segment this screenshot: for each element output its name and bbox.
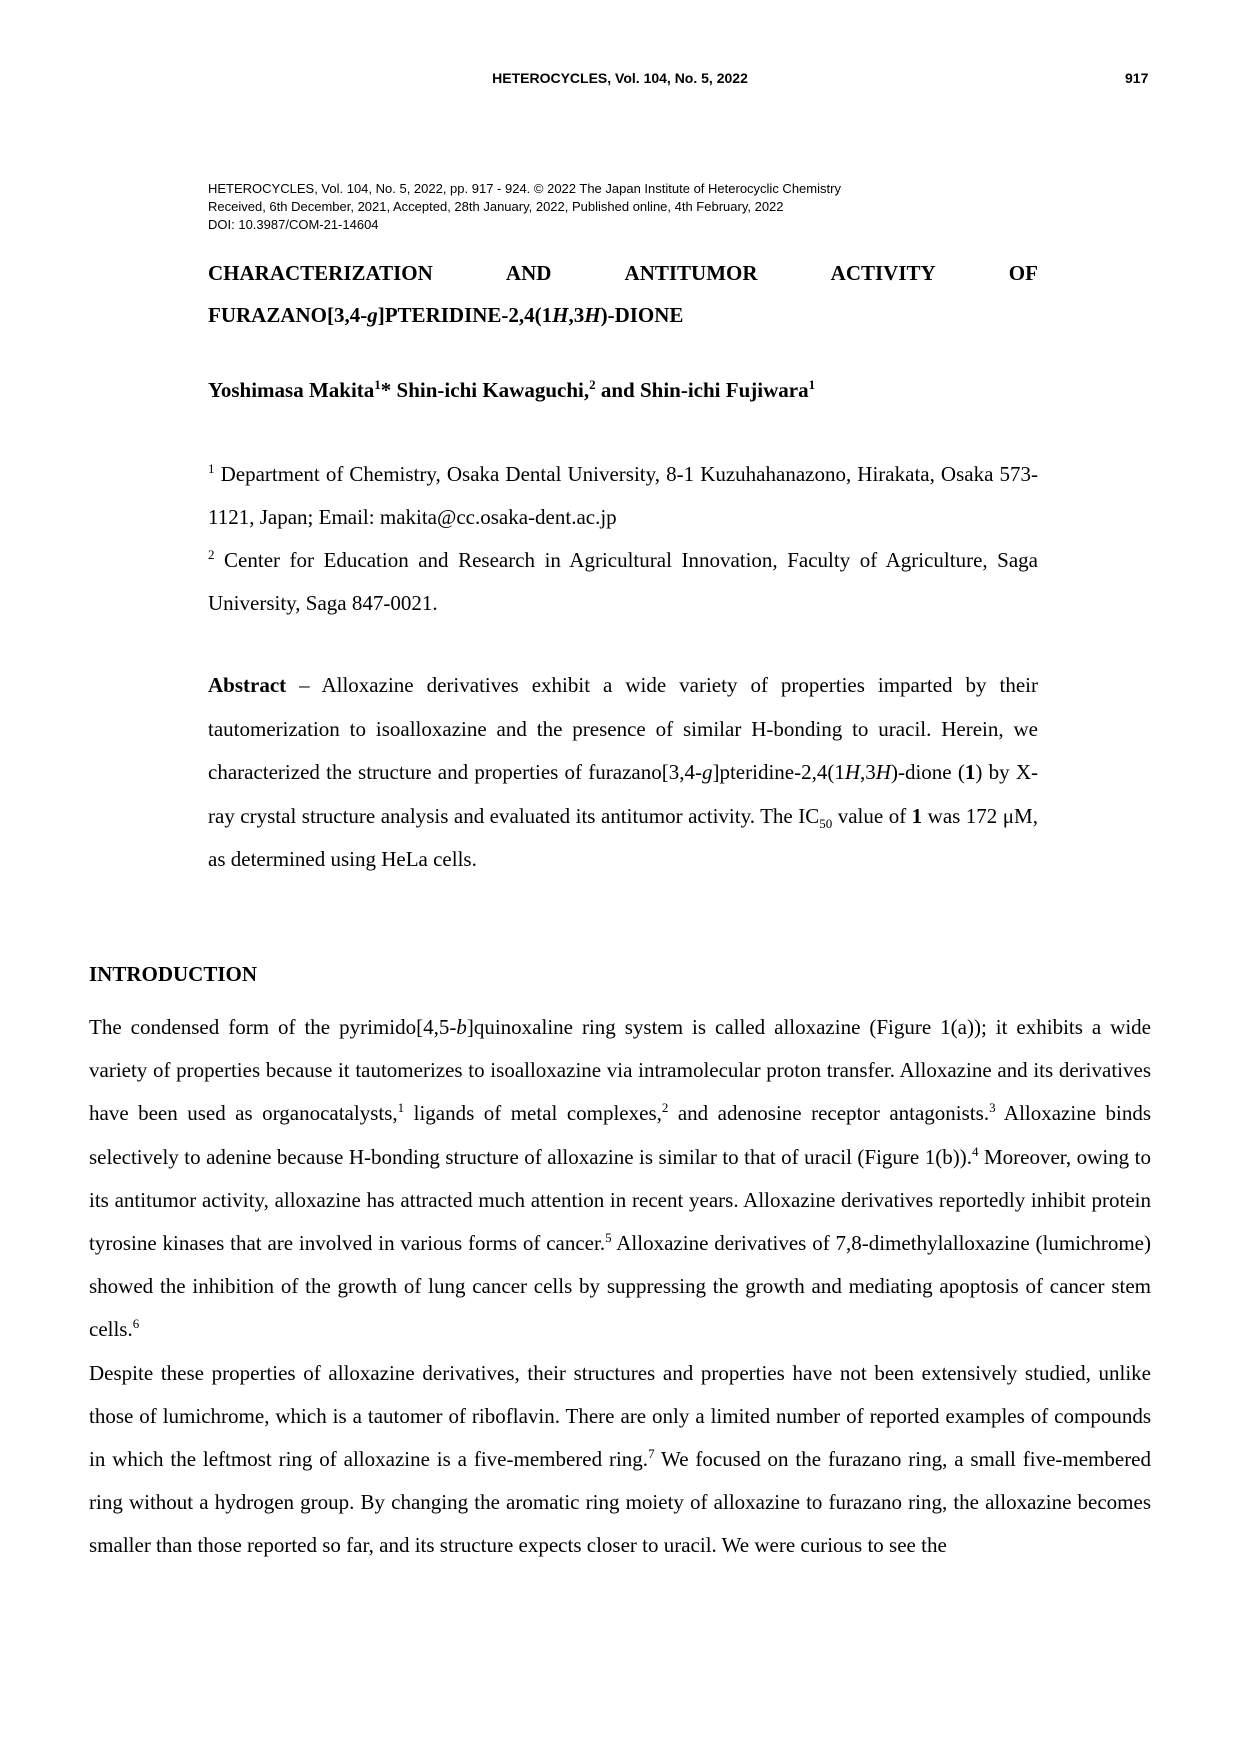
- affiliations: [208, 453, 1038, 625]
- author-name: and Shin-ichi Fujiwara: [595, 378, 809, 402]
- article-metadata: [208, 180, 841, 234]
- dates-line: Received, 6th December, 2021, Accepted, 28th January, 2022, Published online, 4th February, 2022: [208, 199, 784, 214]
- paragraph: Despite these properties of alloxazine derivatives, their structures and properties have not been extensively studied, unlike those of lumichrome, which is a tautomer of riboflavin. There are only a limited number of reported examples of compounds in which the leftmost ring of alloxazine is a five-membered ring.$^7$ We focused on the furazano ring, a small five-membered ring without a hydrogen group. By changing the aromatic ring moiety of alloxazine to furazano ring, the alloxazine becomes smaller than those reported so far, and its structure expects closer to uracil. We were curious to see the: [89, 1360, 1152, 1558]
- journal-running-title: HETEROCYCLES, Vol. 104, No. 5, 2022: [492, 70, 748, 86]
- affiliation-1: $^1$ Department of Chemistry, Osaka Dental University, 8-1 Kuzuhahanazono, Hirakata, Osaka 573-1121, Japan; Email: makita@cc.osaka-dent.ac.jp: [208, 461, 1038, 529]
- article-title: [208, 252, 1038, 336]
- author-name: Shin-ichi Kawaguchi,: [391, 378, 590, 402]
- author-name: Yoshimasa Makita: [208, 378, 375, 402]
- abstract: Abstract – Alloxazine derivatives exhibit a wide variety of properties imparted by their tautomerization to isoalloxazine and the presence of similar H-bonding to uracil. Herein, we characterized the structure and properties of furazano[3,4-g]pteridine-2,4(1H,3H)-dione (1) by X-ray crystal structure analysis and evaluated its antitumor activity. The $IC_{50}$ value of 1 was 172 μM, as determined using HeLa cells.: [208, 673, 1038, 871]
- title-word: ACTIVITY: [830, 261, 936, 285]
- author-list: Yoshimasa Makita$^1$* Shin-ichi Kawaguchi,$^2$ and Shin-ichi Fujiwara$^1$: [208, 377, 816, 402]
- page-number: 917: [1125, 70, 1149, 86]
- corresponding-author-mark: *: [380, 378, 392, 402]
- running-header: [0, 70, 1240, 90]
- paragraph: The condensed form of the pyrimido[4,5-b]quinoxaline ring system is called alloxazine (Figure 1(a)); it exhibits a wide variety of properties because it tautomerizes to isoalloxazine via intramolecular proton transfer. Alloxazine and its derivatives have been used as organocatalysts,$^1$ ligands of metal complexes,$^2$ and adenosine receptor antagonists.$^3$ Alloxazine binds selectively to adenine because H-bonding structure of alloxazine is similar to that of uracil (Figure 1(b)).$^4$ Moreover, owing to its antitumor activity, alloxazine has attracted much attention in recent years. Alloxazine derivatives reportedly inhibit protein tyrosine kinases that are involved in various forms of cancer.$^5$ Alloxazine derivatives of 7,8-dimethylalloxazine (lumichrome) showed the inhibition of the growth of lung cancer cells by suppressing the growth and mediating apoptosis of cancer stem cells.$^6$: [89, 1015, 1152, 1342]
- introduction-body: [89, 1006, 1151, 1568]
- title-word: AND: [505, 261, 552, 285]
- title-word: CHARACTERIZATION: [208, 261, 433, 285]
- citation-line: HETEROCYCLES, Vol. 104, No. 5, 2022, pp. 917 - 924. © 2022 The Japan Institute of Heterocyclic Chemistry: [208, 181, 841, 196]
- title-word: ANTITUMOR: [624, 261, 758, 285]
- section-heading-introduction: INTRODUCTION: [89, 962, 258, 986]
- abstract-label: Abstract: [208, 673, 287, 697]
- title-line-2: FURAZANO[3,4-g]PTERIDINE-2,4(1H,3H)-DIONE: [208, 303, 684, 327]
- title-line-1: [208, 252, 1038, 294]
- doi-line: DOI: 10.3987/COM-21-14604: [208, 217, 379, 232]
- affiliation-2: $^2$ Center for Education and Research in Agricultural Innovation, Faculty of Agriculture, Saga University, Saga 847-0021.: [208, 547, 1038, 615]
- title-word: OF: [1008, 261, 1038, 285]
